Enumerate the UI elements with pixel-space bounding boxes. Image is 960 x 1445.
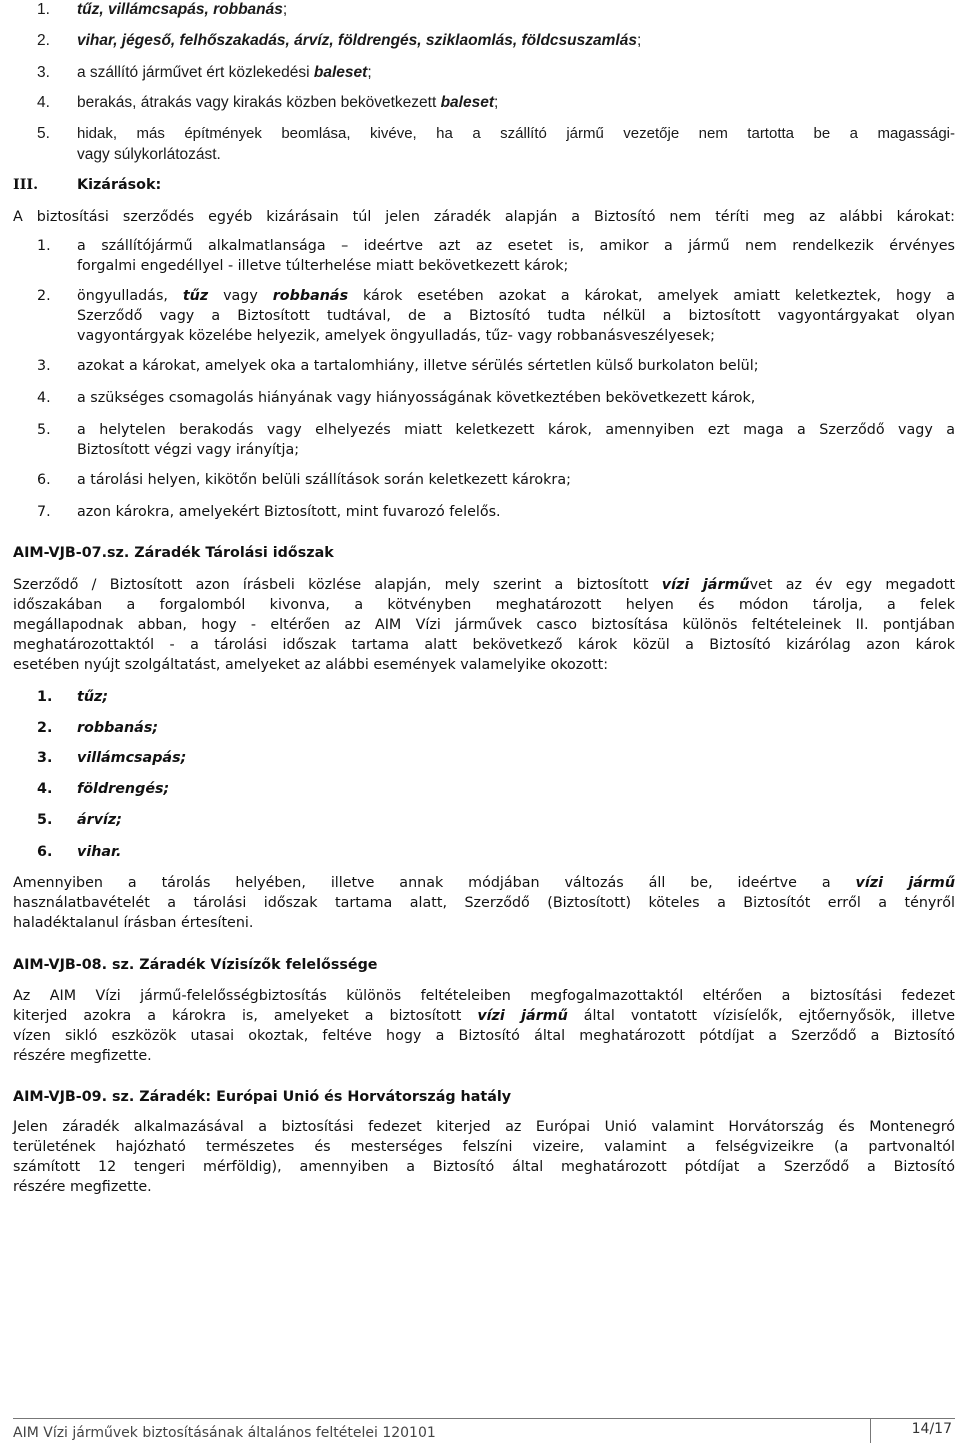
- exclusion-number: 1.: [37, 238, 51, 254]
- emphasis-text: vízi jármű: [661, 577, 750, 593]
- page-number: 14/17: [911, 1421, 952, 1437]
- clause-heading: AIM-VJB-07.sz. Záradék Tárolási időszak: [13, 545, 334, 561]
- event-text: vihar.: [77, 844, 122, 860]
- event-text: tűz;: [77, 689, 109, 705]
- event-number: 4.: [37, 781, 53, 797]
- footer-divider: [870, 1419, 871, 1443]
- text-run: Szerződő vagy a Biztosított tudtával, de a Biztosító tudta nélkül a biztosított vagyontárgyakat olyan: [77, 308, 955, 324]
- event-number: 5.: [37, 812, 53, 828]
- text-run: meghatározottaktól - a tárolási időszak tartama alatt bekövetkező károk közül a Biztosító kizárólag azon károk: [13, 637, 955, 653]
- text-run: károk esetében azokat a károkat, amelyek amiatt keletkeztek, hogy a: [348, 288, 955, 304]
- emphasis-text: vízi jármű: [477, 1008, 568, 1024]
- list-item-text: [77, 94, 498, 112]
- paragraph-line: [13, 874, 955, 892]
- text-run: öngyulladás,: [77, 288, 183, 304]
- list-item-text: [77, 32, 641, 50]
- emphasis-text: tűz: [182, 288, 209, 304]
- text-run: részére megfizette.: [13, 1179, 152, 1195]
- text-run: ;: [636, 32, 642, 49]
- list-item-text: hidak, más építmények beomlása, kivéve, ha a szállító jármű vezetője nem tartotta be a magassági-: [77, 125, 955, 142]
- list-item-text: vagy súlykorlátozást.: [77, 146, 221, 163]
- text-run: azokat a károkat, amelyek oka a tartalomhiány, illetve sérülés sértetlen külső burkolaton belül;: [77, 358, 759, 374]
- exclusion-number: 3.: [37, 358, 51, 374]
- exclusion-number: 6.: [37, 472, 51, 488]
- text-run: esetében nyújt szolgáltatást, amelyeket az alábbi események valamelyike okozott:: [13, 657, 609, 673]
- clause-heading: AIM-VJB-09. sz. Záradék: Európai Unió és Horvátország hatály: [13, 1089, 512, 1105]
- text-run: által vontatott vízisíelők, ejtőernyősök, illetve: [567, 1008, 955, 1024]
- exclusion-text: [77, 327, 715, 345]
- paragraph-line: [13, 576, 955, 594]
- event-text: robbanás;: [77, 720, 159, 736]
- emphasis-text: baleset: [440, 94, 494, 111]
- text-run: számított 12 tengeri mérföldig), amennyiben a Biztosító által meghatározott pótdíjat a Szerződő a Biztosító: [13, 1159, 955, 1175]
- paragraph-line: [13, 1027, 955, 1045]
- event-text: árvíz;: [77, 812, 122, 828]
- paragraph-line: [13, 894, 955, 912]
- exclusion-text: [77, 471, 571, 489]
- text-run: Biztosított végzi vagy irányítja;: [77, 442, 300, 458]
- text-run: berakás, átrakás vagy kirakás közben bekövetkezett: [77, 94, 441, 111]
- paragraph-line: [13, 1047, 152, 1065]
- exclusion-text: [77, 389, 755, 407]
- list-item-number: 1.: [37, 1, 50, 18]
- event-number: 3.: [37, 750, 53, 766]
- paragraph-line: [13, 636, 955, 654]
- text-run: Jelen záradék alkalmazásával a biztosítási fedezet kiterjed az Európai Unió valamint Horvátország és Montenegró: [13, 1119, 955, 1135]
- text-run: megállapodnak abban, hogy - eltérően az AIM Vízi járművek casco biztosítása különös feltételeinek II. pontjában: [13, 617, 955, 633]
- exclusion-number: 7.: [37, 504, 51, 520]
- text-run: a szállítójármű alkalmatlansága – ideértve azt az esetet is, amikor a jármű nem rendelkezik érvényes: [77, 238, 955, 254]
- section-intro: A biztosítási szerződés egyéb kizárásain túl jelen záradék alapján a Biztosító nem téríti meg az alábbi károkat:: [13, 209, 955, 225]
- list-item-number: 4.: [37, 94, 50, 111]
- text-run: vagy: [208, 288, 273, 304]
- text-run: forgalmi engedéllyel - illetve túlterhelése miatt bekövetkezett károk;: [77, 258, 569, 274]
- emphasis-text: vízi jármű: [855, 875, 955, 891]
- emphasis-text: tűz, villámcsapás, robbanás: [77, 1, 283, 18]
- list-item-text: [77, 1, 287, 19]
- text-run: Amennyiben a tárolás helyében, illetve annak módjában változás áll be, ideértve a: [13, 875, 856, 891]
- paragraph-line: [13, 656, 608, 674]
- event-text: villámcsapás;: [77, 750, 187, 766]
- paragraph-line: [13, 987, 955, 1005]
- paragraph-line: [13, 1178, 152, 1196]
- text-run: haladéktalanul írásban értesíteni.: [13, 915, 254, 931]
- list-item-number: 2.: [37, 32, 50, 49]
- exclusion-text: [77, 257, 568, 275]
- section-number: III.: [13, 177, 39, 193]
- clause-heading: AIM-VJB-08. sz. Záradék Vízisízők felelőssége: [13, 957, 378, 973]
- list-item-number: 5.: [37, 125, 50, 142]
- text-run: ;: [367, 64, 372, 81]
- text-run: területének hajózható természetes és mesterséges felszíni vizeire, valamint a felségvizeikre (a partvonaltól: [13, 1139, 955, 1155]
- event-text: földrengés;: [77, 781, 170, 797]
- exclusion-text: [77, 503, 501, 521]
- text-run: a tárolási helyen, kikötőn belüli szállítások során keletkezett károkra;: [77, 472, 571, 488]
- section-title: Kizárások:: [77, 177, 162, 193]
- text-run: kiterjed azokra a károkra is, amelyeket a biztosított: [13, 1008, 478, 1024]
- paragraph-line: [13, 914, 253, 932]
- text-run: Szerződő / Biztosított azon írásbeli közlése alapján, mely szerint a biztosított: [13, 577, 662, 593]
- paragraph-line: [13, 1138, 955, 1156]
- paragraph-line: [13, 616, 955, 634]
- event-number: 1.: [37, 689, 53, 705]
- event-number: 2.: [37, 720, 53, 736]
- footer-rule: [13, 1418, 955, 1419]
- paragraph-line: [13, 596, 955, 614]
- text-run: vagyontárgyak közelébe helyezik, amelyek öngyulladás, tűz- vagy robbanásveszélyesek;: [77, 328, 715, 344]
- footer-title: AIM Vízi járművek biztosításának általános feltételei 120101: [13, 1425, 436, 1441]
- paragraph-line: [13, 1118, 955, 1136]
- list-item-number: 3.: [37, 64, 50, 81]
- paragraph-line: [13, 1158, 955, 1176]
- text-run: ;: [494, 94, 499, 111]
- event-number: 6.: [37, 844, 53, 860]
- text-run: a szükséges csomagolás hiányának vagy hiányosságának következtében bekövetkezett károk,: [77, 390, 756, 406]
- exclusion-text: [77, 237, 955, 255]
- list-item-text: [77, 64, 372, 82]
- emphasis-text: robbanás: [272, 288, 349, 304]
- exclusion-number: 2.: [37, 288, 51, 304]
- text-run: részére megfizette.: [13, 1048, 152, 1064]
- text-run: időszakában a forgalomból kivonva, a kötvényben meghatározott helyen és módon tárolja, a felek: [13, 597, 955, 613]
- exclusion-text: [77, 357, 759, 375]
- emphasis-text: vihar, jégeső, felhőszakadás, árvíz, földrengés, sziklaomlás, földcsuszamlás: [77, 32, 637, 49]
- exclusion-text: [77, 307, 955, 325]
- text-run: a szállító járművet ért közlekedési: [77, 64, 314, 81]
- exclusion-number: 4.: [37, 390, 51, 406]
- text-run: vízen sikló eszközök utasai okoztak, feltéve hogy a Biztosító által meghatározott pótdíjat a Szerződő a Biztosító: [13, 1028, 955, 1044]
- emphasis-text: baleset: [313, 64, 368, 81]
- text-run: Az AIM Vízi jármű-felelősségbiztosítás különös feltételeiben megfogalmazottaktól eltérően a biztosítási fedezet: [13, 988, 955, 1004]
- text-run: azon károkra, amelyekért Biztosított, mint fuvarozó felelős.: [77, 504, 501, 520]
- text-run: a helytelen berakodás vagy elhelyezés miatt keletkezett károk, amennyiben ezt maga a Szerződő vagy a: [77, 422, 955, 438]
- text-run: vet az év egy megadott: [749, 577, 955, 593]
- text-run: ;: [282, 1, 288, 18]
- exclusion-text: [77, 287, 955, 305]
- text-run: használatbavételét a tárolási időszak tartama alatt, Szerződő (Biztosított) köteles a Biztosítót erről a tényről: [13, 895, 955, 911]
- exclusion-text: [77, 421, 955, 439]
- exclusion-text: [77, 441, 299, 459]
- exclusion-number: 5.: [37, 422, 51, 438]
- paragraph-line: [13, 1007, 955, 1025]
